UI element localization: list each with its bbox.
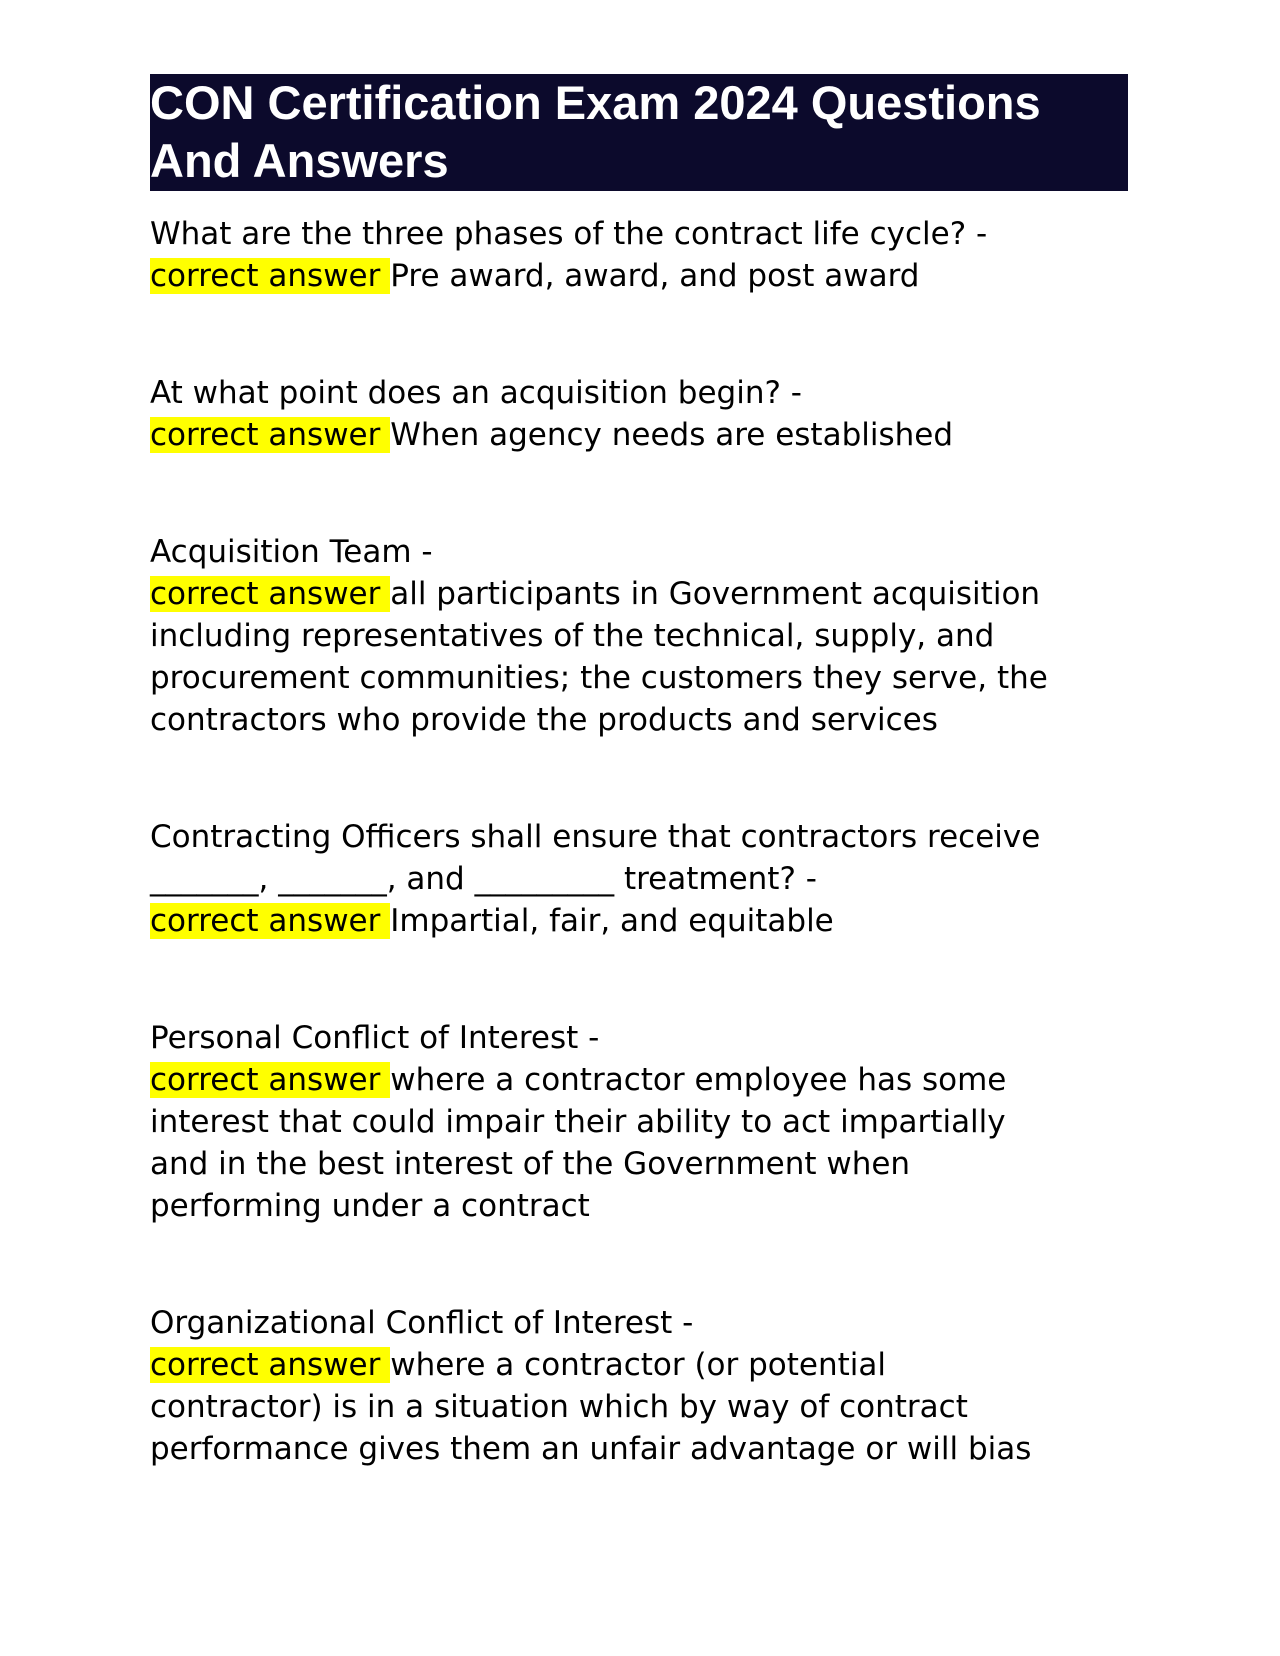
question-text: Contracting Officers shall ensure that contractors receive [150,819,1041,855]
answer-text: all participants in Government acquisition [390,576,1041,612]
qa-item [150,372,1150,456]
title-line-1: CON Certification Exam 2024 Questions [150,76,1041,129]
answer-text: performing under a contract [150,1188,590,1224]
correct-answer-highlight: correct answer [150,1062,391,1098]
answer-text: Impartial, fair, and equitable [390,903,834,939]
question-text: At what point does an acquisition begin? - [150,375,802,411]
question-text: _______, _______, and _________ treatment? - [150,861,817,897]
answer-line [150,1185,1150,1227]
qa-item [150,1017,1150,1227]
answer-line [150,900,1150,942]
answer-line [150,1344,1150,1386]
title-line-2: And Answers [150,134,449,187]
answer-line [150,615,1150,657]
qa-item [150,213,1150,297]
answer-line [150,573,1150,615]
correct-answer-highlight: correct answer [150,258,391,294]
qa-item [150,816,1150,942]
answer-text: contractors who provide the products and services [150,702,938,738]
question-text: What are the three phases of the contract life cycle? - [150,216,988,252]
answer-line [150,414,1150,456]
answer-line [150,255,1150,297]
answer-text: performance gives them an unfair advantage or will bias [150,1431,1032,1467]
answer-text: where a contractor employee has some [390,1062,1007,1098]
answer-line [150,1101,1150,1143]
answer-text: including representatives of the technical, supply, and [150,618,995,654]
qa-item [150,531,1150,741]
answer-text: Pre award, award, and post award [390,258,920,294]
answer-line [150,657,1150,699]
question-text: Personal Conflict of Interest - [150,1020,600,1056]
qa-list [150,213,1150,1545]
correct-answer-highlight: correct answer [150,903,391,939]
answer-text: procurement communities; the customers they serve, the [150,660,1048,696]
answer-line [150,1386,1150,1428]
answer-line [150,1059,1150,1101]
correct-answer-highlight: correct answer [150,1347,391,1383]
answer-text: and in the best interest of the Government when [150,1146,911,1182]
answer-line [150,699,1150,741]
correct-answer-highlight: correct answer [150,576,391,612]
answer-text: contractor) is in a situation which by way of contract [150,1389,968,1425]
question-text: Organizational Conflict of Interest - [150,1305,694,1341]
answer-line [150,1143,1150,1185]
answer-text: interest that could impair their ability to act impartially [150,1104,1006,1140]
qa-item [150,1302,1150,1470]
answer-text: where a contractor (or potential [390,1347,887,1383]
answer-line [150,1428,1150,1470]
document-title [150,74,1128,190]
question-text: Acquisition Team - [150,534,433,570]
correct-answer-highlight: correct answer [150,417,391,453]
answer-text: When agency needs are established [390,417,954,453]
